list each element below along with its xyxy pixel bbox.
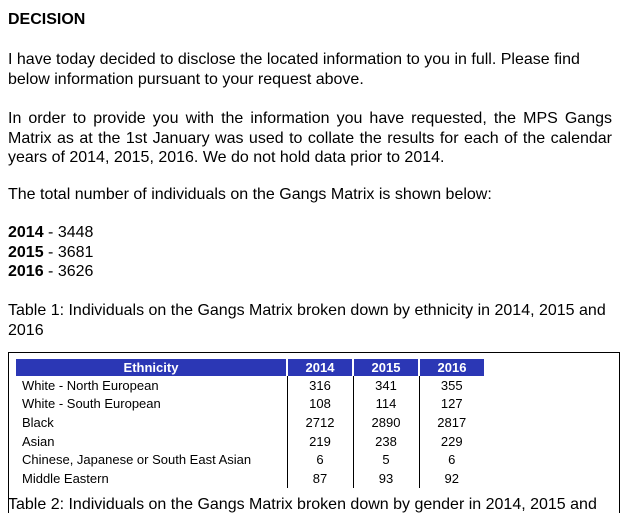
value-cell: 2712 [287, 413, 353, 432]
total-value: 3681 [57, 243, 94, 261]
value-cell: 355 [419, 376, 484, 395]
total-row-2015 [8, 243, 93, 263]
value-cell: 92 [419, 469, 484, 488]
value-cell: 127 [419, 395, 484, 414]
value-cell: 5 [353, 450, 419, 469]
table-row [16, 450, 484, 469]
decision-heading: DECISION [8, 11, 86, 28]
value-cell: 114 [353, 395, 419, 414]
method-paragraph: In order to provide you with the information you have requested, the MPS Gangs Matrix as at the 1st January was used to collate the results for each of the calendar years of 2014, 2015, 2016. We do not hold data prior to 2014. [8, 110, 612, 166]
value-cell: 238 [353, 432, 419, 451]
value-cell: 87 [287, 469, 353, 488]
header-ethnicity: Ethnicity [16, 359, 287, 376]
ethnicity-cell: Black [22, 414, 54, 430]
value-cell: 219 [287, 432, 353, 451]
table-row [16, 376, 484, 395]
value-cell: 6 [287, 450, 353, 469]
header-2016: 2016 [419, 359, 484, 376]
value-cell: 108 [287, 395, 353, 414]
total-value: 3448 [57, 224, 94, 241]
yearly-totals [8, 223, 93, 282]
table2-caption-partial [8, 496, 612, 513]
table-header-row [16, 359, 484, 376]
total-year: 2014 [8, 224, 44, 241]
value-cell: 6 [419, 450, 484, 469]
table-row [16, 413, 484, 432]
ethnicity-cell: Chinese, Japanese or South East Asian [22, 452, 252, 468]
table-row [16, 395, 484, 414]
header-2014: 2014 [287, 359, 353, 376]
total-separator: - [43, 263, 58, 280]
disclosure-paragraph: I have today decided to disclose the located information to you in full. Please find below information pursuant to your request above. [8, 51, 580, 88]
total-separator: - [43, 224, 58, 241]
total-separator: - [43, 243, 58, 261]
total-year: 2015 [8, 243, 44, 261]
ethnicity-cell: White - North European [22, 377, 159, 393]
total-row-2014 [8, 223, 93, 243]
total-row-2016 [8, 262, 93, 282]
value-cell: 93 [353, 469, 419, 488]
ethnicity-cell: White - South European [22, 396, 161, 412]
table-row [16, 432, 484, 451]
value-cell: 341 [353, 376, 419, 395]
table1-caption: Table 1: Individuals on the Gangs Matrix broken down by ethnicity in 2014, 2015 and 2016 [8, 302, 606, 339]
value-cell: 229 [419, 432, 484, 451]
value-cell: 316 [287, 376, 353, 395]
total-year: 2016 [8, 263, 44, 280]
value-cell: 2890 [353, 413, 419, 432]
ethnicity-cell: Middle Eastern [22, 470, 109, 486]
ethnicity-table [16, 359, 484, 488]
table2-caption-text: Table 2: Individuals on the Gangs Matrix broken down by gender in 2014, 2015 and [8, 496, 597, 513]
totals-intro-paragraph: The total number of individuals on the Gangs Matrix is shown below: [8, 186, 492, 203]
header-2015: 2015 [353, 359, 419, 376]
total-value: 3626 [57, 263, 94, 280]
value-cell: 2817 [419, 413, 484, 432]
ethnicity-cell: Asian [22, 433, 55, 449]
table-row [16, 469, 484, 488]
